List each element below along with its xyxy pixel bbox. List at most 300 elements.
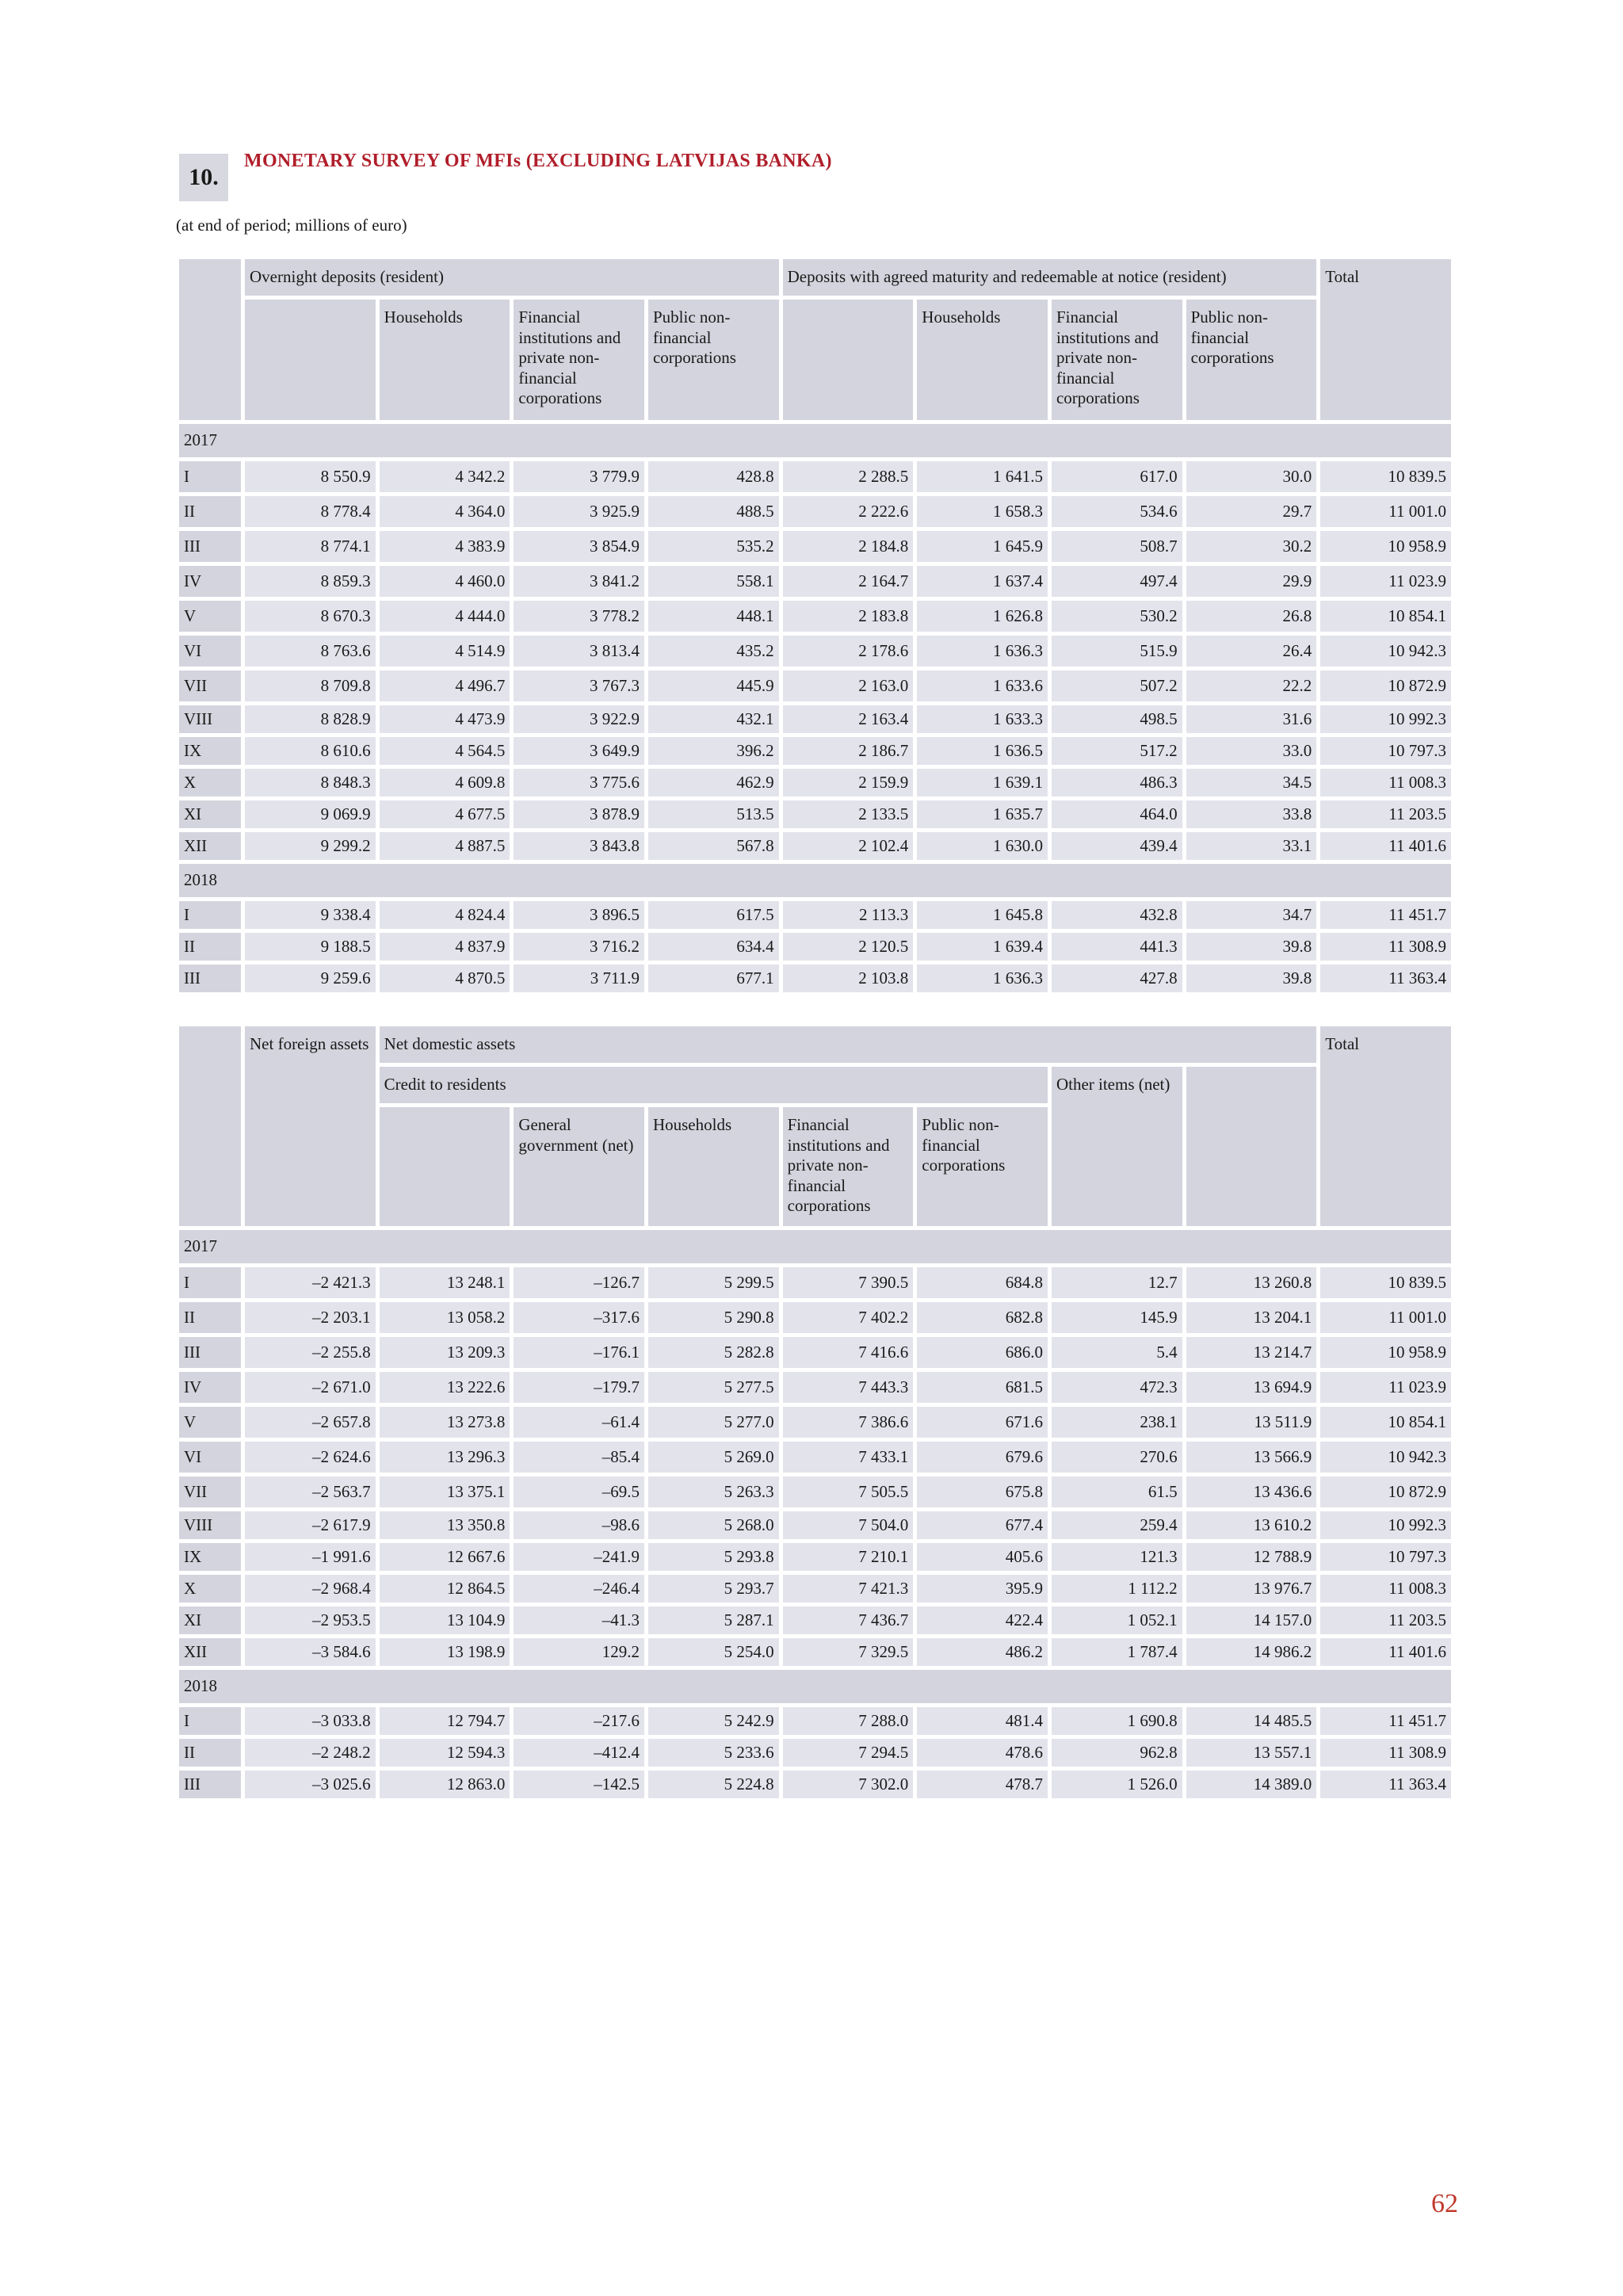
data-cell: 10 797.3 [1320, 1543, 1451, 1571]
data-cell: 4 837.9 [380, 933, 510, 961]
data-cell: 4 460.0 [380, 566, 510, 597]
corner-cell [179, 1026, 241, 1226]
header-financial-institutions: Financial institutions and private non-financial corporations [783, 1107, 914, 1226]
table-title: MONETARY SURVEY OF MFIs (EXCLUDING LATVIJAS BANKA) [244, 151, 832, 171]
data-cell: 634.4 [648, 933, 779, 961]
data-cell: 1 658.3 [917, 496, 1048, 527]
month-label: III [179, 965, 241, 992]
data-cell: 534.6 [1052, 496, 1182, 527]
data-cell: 30.2 [1186, 531, 1317, 562]
data-cell: 9 299.2 [245, 832, 376, 860]
data-cell: 5 268.0 [648, 1511, 779, 1539]
data-cell: 530.2 [1052, 601, 1182, 632]
data-cell: 13 214.7 [1186, 1337, 1317, 1368]
month-label: II [179, 933, 241, 961]
table-row [179, 965, 1451, 992]
month-label: XII [179, 1638, 241, 1666]
data-cell: 8 848.3 [245, 769, 376, 797]
header-financial-institutions: Financial institutions and private non-financial corporations [514, 300, 644, 420]
data-cell: 10 942.3 [1320, 1442, 1451, 1473]
data-cell: 432.1 [648, 705, 779, 733]
data-cell: 3 841.2 [514, 566, 644, 597]
section-number: 10. [179, 154, 228, 201]
data-cell: 513.5 [648, 800, 779, 828]
data-cell: 29.9 [1186, 566, 1317, 597]
data-cell: 3 779.9 [514, 461, 644, 492]
data-cell: 396.2 [648, 737, 779, 765]
month-label: XI [179, 800, 241, 828]
header-net-domestic-assets: Net domestic assets [380, 1026, 1317, 1063]
data-cell: 2 133.5 [783, 800, 914, 828]
data-cell: 61.5 [1052, 1477, 1182, 1507]
data-cell: 34.5 [1186, 769, 1317, 797]
table-row [179, 531, 1451, 562]
data-cell: –2 248.2 [245, 1739, 376, 1767]
header-blank [1186, 1067, 1317, 1226]
data-cell: –2 421.3 [245, 1267, 376, 1298]
month-label: V [179, 1407, 241, 1438]
data-cell: 486.2 [917, 1638, 1048, 1666]
data-cell: 1 633.3 [917, 705, 1048, 733]
month-label: I [179, 1267, 241, 1298]
header-blank [380, 1107, 510, 1226]
data-cell: 5 293.8 [648, 1543, 779, 1571]
month-label: VIII [179, 1511, 241, 1539]
data-cell: 145.9 [1052, 1302, 1182, 1333]
data-cell: –2 203.1 [245, 1302, 376, 1333]
header-public-corporations: Public non-financial corporations [648, 300, 779, 420]
data-cell: 4 609.8 [380, 769, 510, 797]
table-row [179, 1302, 1451, 1333]
data-cell: 8 763.6 [245, 636, 376, 667]
data-cell: 5 293.7 [648, 1575, 779, 1603]
month-label: IX [179, 1543, 241, 1571]
data-cell: 2 120.5 [783, 933, 914, 961]
table-row [179, 1543, 1451, 1571]
data-cell: 517.2 [1052, 737, 1182, 765]
table-row [179, 1638, 1451, 1666]
data-cell: 4 496.7 [380, 670, 510, 701]
data-cell: 481.4 [917, 1707, 1048, 1735]
data-cell: 448.1 [648, 601, 779, 632]
data-cell: 7 386.6 [783, 1407, 914, 1438]
data-cell: 2 178.6 [783, 636, 914, 667]
data-cell: 8 828.9 [245, 705, 376, 733]
data-cell: 11 363.4 [1320, 1771, 1451, 1798]
table-row [179, 496, 1451, 527]
data-cell: 7 302.0 [783, 1771, 914, 1798]
data-cell: 34.7 [1186, 901, 1317, 929]
year-row: 2018 [179, 864, 1451, 897]
data-cell: 3 767.3 [514, 670, 644, 701]
table-row [179, 601, 1451, 632]
data-cell: 2 163.4 [783, 705, 914, 733]
data-cell: 497.4 [1052, 566, 1182, 597]
data-cell: 1 636.5 [917, 737, 1048, 765]
data-cell: –317.6 [514, 1302, 644, 1333]
table-row [179, 636, 1451, 667]
data-cell: 617.5 [648, 901, 779, 929]
data-cell: 11 451.7 [1320, 901, 1451, 929]
data-cell: 8 610.6 [245, 737, 376, 765]
data-cell: 13 248.1 [380, 1267, 510, 1298]
data-cell: 13 296.3 [380, 1442, 510, 1473]
data-cell: 3 649.9 [514, 737, 644, 765]
data-cell: 11 203.5 [1320, 800, 1451, 828]
data-cell: –2 953.5 [245, 1606, 376, 1634]
data-cell: 1 633.6 [917, 670, 1048, 701]
data-cell: 567.8 [648, 832, 779, 860]
data-cell: 8 859.3 [245, 566, 376, 597]
data-cell: 7 504.0 [783, 1511, 914, 1539]
data-cell: 10 854.1 [1320, 1407, 1451, 1438]
data-cell: –2 624.6 [245, 1442, 376, 1473]
data-cell: 5 269.0 [648, 1442, 779, 1473]
data-cell: –41.3 [514, 1606, 644, 1634]
data-cell: 508.7 [1052, 531, 1182, 562]
data-cell: 13 610.2 [1186, 1511, 1317, 1539]
data-cell: 464.0 [1052, 800, 1182, 828]
month-label: V [179, 601, 241, 632]
data-cell: 1 639.1 [917, 769, 1048, 797]
data-cell: 13 209.3 [380, 1337, 510, 1368]
data-cell: 8 709.8 [245, 670, 376, 701]
data-cell: 4 444.0 [380, 601, 510, 632]
data-cell: 2 102.4 [783, 832, 914, 860]
month-label: XI [179, 1606, 241, 1634]
data-cell: 10 958.9 [1320, 531, 1451, 562]
table-row [179, 933, 1451, 961]
data-cell: 10 872.9 [1320, 1477, 1451, 1507]
data-cell: 13 976.7 [1186, 1575, 1317, 1603]
data-cell: –2 968.4 [245, 1575, 376, 1603]
data-cell: –61.4 [514, 1407, 644, 1438]
header-total: Total [1320, 259, 1451, 420]
data-cell: 14 986.2 [1186, 1638, 1317, 1666]
data-cell: 671.6 [917, 1407, 1048, 1438]
data-cell: 3 922.9 [514, 705, 644, 733]
data-cell: 8 670.3 [245, 601, 376, 632]
header-overnight-deposits: Overnight deposits (resident) [245, 259, 779, 296]
data-cell: 12 788.9 [1186, 1543, 1317, 1571]
data-cell: 5 282.8 [648, 1337, 779, 1368]
data-cell: –142.5 [514, 1771, 644, 1798]
data-cell: 2 159.9 [783, 769, 914, 797]
data-cell: 9 069.9 [245, 800, 376, 828]
data-cell: 39.8 [1186, 933, 1317, 961]
header-public-corporations: Public non-financial corporations [1186, 300, 1317, 420]
month-label: IV [179, 566, 241, 597]
data-cell: 11 001.0 [1320, 496, 1451, 527]
data-cell: 5 277.0 [648, 1407, 779, 1438]
data-cell: 8 550.9 [245, 461, 376, 492]
data-cell: 8 774.1 [245, 531, 376, 562]
data-cell: 2 164.7 [783, 566, 914, 597]
data-cell: 2 222.6 [783, 496, 914, 527]
data-cell: 31.6 [1186, 705, 1317, 733]
table-row [179, 1739, 1451, 1767]
data-cell: 10 992.3 [1320, 1511, 1451, 1539]
year-row: 2018 [179, 1670, 1451, 1703]
month-label: VI [179, 636, 241, 667]
data-cell: 10 797.3 [1320, 737, 1451, 765]
year-row: 2017 [179, 424, 1451, 457]
data-cell: 39.8 [1186, 965, 1317, 992]
data-cell: 498.5 [1052, 705, 1182, 733]
data-cell: 13 375.1 [380, 1477, 510, 1507]
data-cell: 675.8 [917, 1477, 1048, 1507]
data-cell: 11 363.4 [1320, 965, 1451, 992]
data-cell: 3 854.9 [514, 531, 644, 562]
data-cell: 33.1 [1186, 832, 1317, 860]
month-label: VII [179, 670, 241, 701]
data-cell: 33.0 [1186, 737, 1317, 765]
data-cell: 3 843.8 [514, 832, 644, 860]
data-cell: 13 350.8 [380, 1511, 510, 1539]
data-cell: 10 958.9 [1320, 1337, 1451, 1368]
month-label: III [179, 1337, 241, 1368]
data-cell: 7 294.5 [783, 1739, 914, 1767]
data-cell: 686.0 [917, 1337, 1048, 1368]
data-cell: 10 942.3 [1320, 636, 1451, 667]
data-cell: 4 824.4 [380, 901, 510, 929]
data-cell: –217.6 [514, 1707, 644, 1735]
table-row [179, 1442, 1451, 1473]
table-row [179, 1606, 1451, 1634]
data-cell: 428.8 [648, 461, 779, 492]
data-cell: 677.4 [917, 1511, 1048, 1539]
data-cell: 7 433.1 [783, 1442, 914, 1473]
data-cell: 8 778.4 [245, 496, 376, 527]
data-cell: 14 389.0 [1186, 1771, 1317, 1798]
header-financial-institutions: Financial institutions and private non-financial corporations [1052, 300, 1182, 420]
data-cell: 121.3 [1052, 1543, 1182, 1571]
month-label: I [179, 901, 241, 929]
data-cell: 11 308.9 [1320, 1739, 1451, 1767]
data-cell: –126.7 [514, 1267, 644, 1298]
data-cell: –69.5 [514, 1477, 644, 1507]
data-cell: 7 505.5 [783, 1477, 914, 1507]
data-cell: 11 008.3 [1320, 769, 1451, 797]
data-cell: 515.9 [1052, 636, 1182, 667]
data-cell: 1 637.4 [917, 566, 1048, 597]
data-cell: 11 001.0 [1320, 1302, 1451, 1333]
table-row [179, 461, 1451, 492]
data-cell: –246.4 [514, 1575, 644, 1603]
data-cell: –2 617.9 [245, 1511, 376, 1539]
data-cell: 679.6 [917, 1442, 1048, 1473]
data-cell: 11 008.3 [1320, 1575, 1451, 1603]
data-cell: 14 485.5 [1186, 1707, 1317, 1735]
data-cell: 5 277.5 [648, 1372, 779, 1403]
data-cell: 22.2 [1186, 670, 1317, 701]
table-row [179, 800, 1451, 828]
data-cell: 26.8 [1186, 601, 1317, 632]
data-cell: 472.3 [1052, 1372, 1182, 1403]
table-row [179, 832, 1451, 860]
data-cell: 7 421.3 [783, 1575, 914, 1603]
data-cell: –85.4 [514, 1442, 644, 1473]
month-label: X [179, 769, 241, 797]
data-cell: 2 183.8 [783, 601, 914, 632]
table-row [179, 1707, 1451, 1735]
month-label: XII [179, 832, 241, 860]
data-cell: 488.5 [648, 496, 779, 527]
data-cell: 617.0 [1052, 461, 1182, 492]
header-agreed-deposits: Deposits with agreed maturity and redeemable at notice (resident) [783, 259, 1317, 296]
data-cell: 10 854.1 [1320, 601, 1451, 632]
data-cell: –1 991.6 [245, 1543, 376, 1571]
table-row [179, 1575, 1451, 1603]
table-row [179, 1407, 1451, 1438]
data-cell: 4 342.2 [380, 461, 510, 492]
data-cell: 7 210.1 [783, 1543, 914, 1571]
data-cell: 7 390.5 [783, 1267, 914, 1298]
header-households: Households [648, 1107, 779, 1226]
data-cell: 4 564.5 [380, 737, 510, 765]
data-cell: 535.2 [648, 531, 779, 562]
data-cell: 259.4 [1052, 1511, 1182, 1539]
data-cell: 1 635.7 [917, 800, 1048, 828]
data-cell: 12 863.0 [380, 1771, 510, 1798]
data-cell: 7 288.0 [783, 1707, 914, 1735]
data-cell: 270.6 [1052, 1442, 1182, 1473]
month-label: III [179, 1771, 241, 1798]
data-cell: 1 630.0 [917, 832, 1048, 860]
data-cell: 11 401.6 [1320, 1638, 1451, 1666]
table-row [179, 1337, 1451, 1368]
data-cell: 13 566.9 [1186, 1442, 1317, 1473]
data-cell: 14 157.0 [1186, 1606, 1317, 1634]
data-cell: 1 787.4 [1052, 1638, 1182, 1666]
net-assets-table [175, 1022, 1455, 1802]
data-cell: 486.3 [1052, 769, 1182, 797]
data-cell: 1 645.9 [917, 531, 1048, 562]
data-cell: 12 594.3 [380, 1739, 510, 1767]
data-cell: 7 436.7 [783, 1606, 914, 1634]
data-cell: 422.4 [917, 1606, 1048, 1634]
data-cell: 11 451.7 [1320, 1707, 1451, 1735]
data-cell: 2 186.7 [783, 737, 914, 765]
data-cell: 5.4 [1052, 1337, 1182, 1368]
data-cell: 33.8 [1186, 800, 1317, 828]
data-cell: 13 511.9 [1186, 1407, 1317, 1438]
data-cell: 435.2 [648, 636, 779, 667]
header-households: Households [380, 300, 510, 420]
data-cell: 13 104.9 [380, 1606, 510, 1634]
data-cell: 10 839.5 [1320, 461, 1451, 492]
data-cell: 11 023.9 [1320, 566, 1451, 597]
header-blank [245, 300, 376, 420]
data-cell: 4 383.9 [380, 531, 510, 562]
data-cell: 11 401.6 [1320, 832, 1451, 860]
data-cell: 1 112.2 [1052, 1575, 1182, 1603]
data-cell: 10 992.3 [1320, 705, 1451, 733]
data-cell: 507.2 [1052, 670, 1182, 701]
table-row [179, 737, 1451, 765]
data-cell: 1 636.3 [917, 636, 1048, 667]
data-cell: 238.1 [1052, 1407, 1182, 1438]
data-cell: 3 711.9 [514, 965, 644, 992]
data-cell: 11 023.9 [1320, 1372, 1451, 1403]
data-cell: 5 290.8 [648, 1302, 779, 1333]
data-cell: 3 716.2 [514, 933, 644, 961]
data-cell: 5 233.6 [648, 1739, 779, 1767]
data-cell: 13 198.9 [380, 1638, 510, 1666]
table-row [179, 1511, 1451, 1539]
month-label: X [179, 1575, 241, 1603]
data-cell: 439.4 [1052, 832, 1182, 860]
data-cell: 2 288.5 [783, 461, 914, 492]
table-row [179, 1771, 1451, 1798]
data-cell: 4 887.5 [380, 832, 510, 860]
table-row [179, 670, 1451, 701]
month-label: I [179, 1707, 241, 1735]
data-cell: 4 870.5 [380, 965, 510, 992]
header-other-items: Other items (net) [1052, 1067, 1182, 1226]
data-cell: 9 188.5 [245, 933, 376, 961]
data-cell: 1 636.3 [917, 965, 1048, 992]
data-cell: 2 113.3 [783, 901, 914, 929]
data-cell: –179.7 [514, 1372, 644, 1403]
data-cell: 427.8 [1052, 965, 1182, 992]
data-cell: 4 473.9 [380, 705, 510, 733]
data-cell: 3 775.6 [514, 769, 644, 797]
data-cell: 9 259.6 [245, 965, 376, 992]
data-cell: 558.1 [648, 566, 779, 597]
data-cell: 12.7 [1052, 1267, 1182, 1298]
data-cell: 10 872.9 [1320, 670, 1451, 701]
data-cell: 4 364.0 [380, 496, 510, 527]
data-cell: 5 242.9 [648, 1707, 779, 1735]
data-cell: 1 526.0 [1052, 1771, 1182, 1798]
header-general-government: General government (net) [514, 1107, 644, 1226]
month-label: IX [179, 737, 241, 765]
header-households: Households [917, 300, 1048, 420]
header-blank [783, 300, 914, 420]
data-cell: 681.5 [917, 1372, 1048, 1403]
data-cell: –3 584.6 [245, 1638, 376, 1666]
month-label: VII [179, 1477, 241, 1507]
header-credit-to-residents: Credit to residents [380, 1067, 1048, 1103]
data-cell: 11 308.9 [1320, 933, 1451, 961]
data-cell: 13 222.6 [380, 1372, 510, 1403]
data-cell: –241.9 [514, 1543, 644, 1571]
data-cell: 5 287.1 [648, 1606, 779, 1634]
data-cell: –2 563.7 [245, 1477, 376, 1507]
data-cell: 9 338.4 [245, 901, 376, 929]
data-cell: 1 641.5 [917, 461, 1048, 492]
data-cell: 3 878.9 [514, 800, 644, 828]
data-cell: 30.0 [1186, 461, 1317, 492]
data-cell: 29.7 [1186, 496, 1317, 527]
data-cell: 478.6 [917, 1739, 1048, 1767]
month-label: I [179, 461, 241, 492]
data-cell: 405.6 [917, 1543, 1048, 1571]
data-cell: 3 813.4 [514, 636, 644, 667]
table-row [179, 1477, 1451, 1507]
data-cell: 2 103.8 [783, 965, 914, 992]
table-row [179, 1267, 1451, 1298]
page-number: 62 [1431, 2189, 1458, 2218]
data-cell: 5 254.0 [648, 1638, 779, 1666]
table-row [179, 705, 1451, 733]
data-cell: 7 416.6 [783, 1337, 914, 1368]
data-cell: 11 203.5 [1320, 1606, 1451, 1634]
data-cell: 462.9 [648, 769, 779, 797]
data-cell: 5 224.8 [648, 1771, 779, 1798]
corner-cell [179, 259, 241, 420]
